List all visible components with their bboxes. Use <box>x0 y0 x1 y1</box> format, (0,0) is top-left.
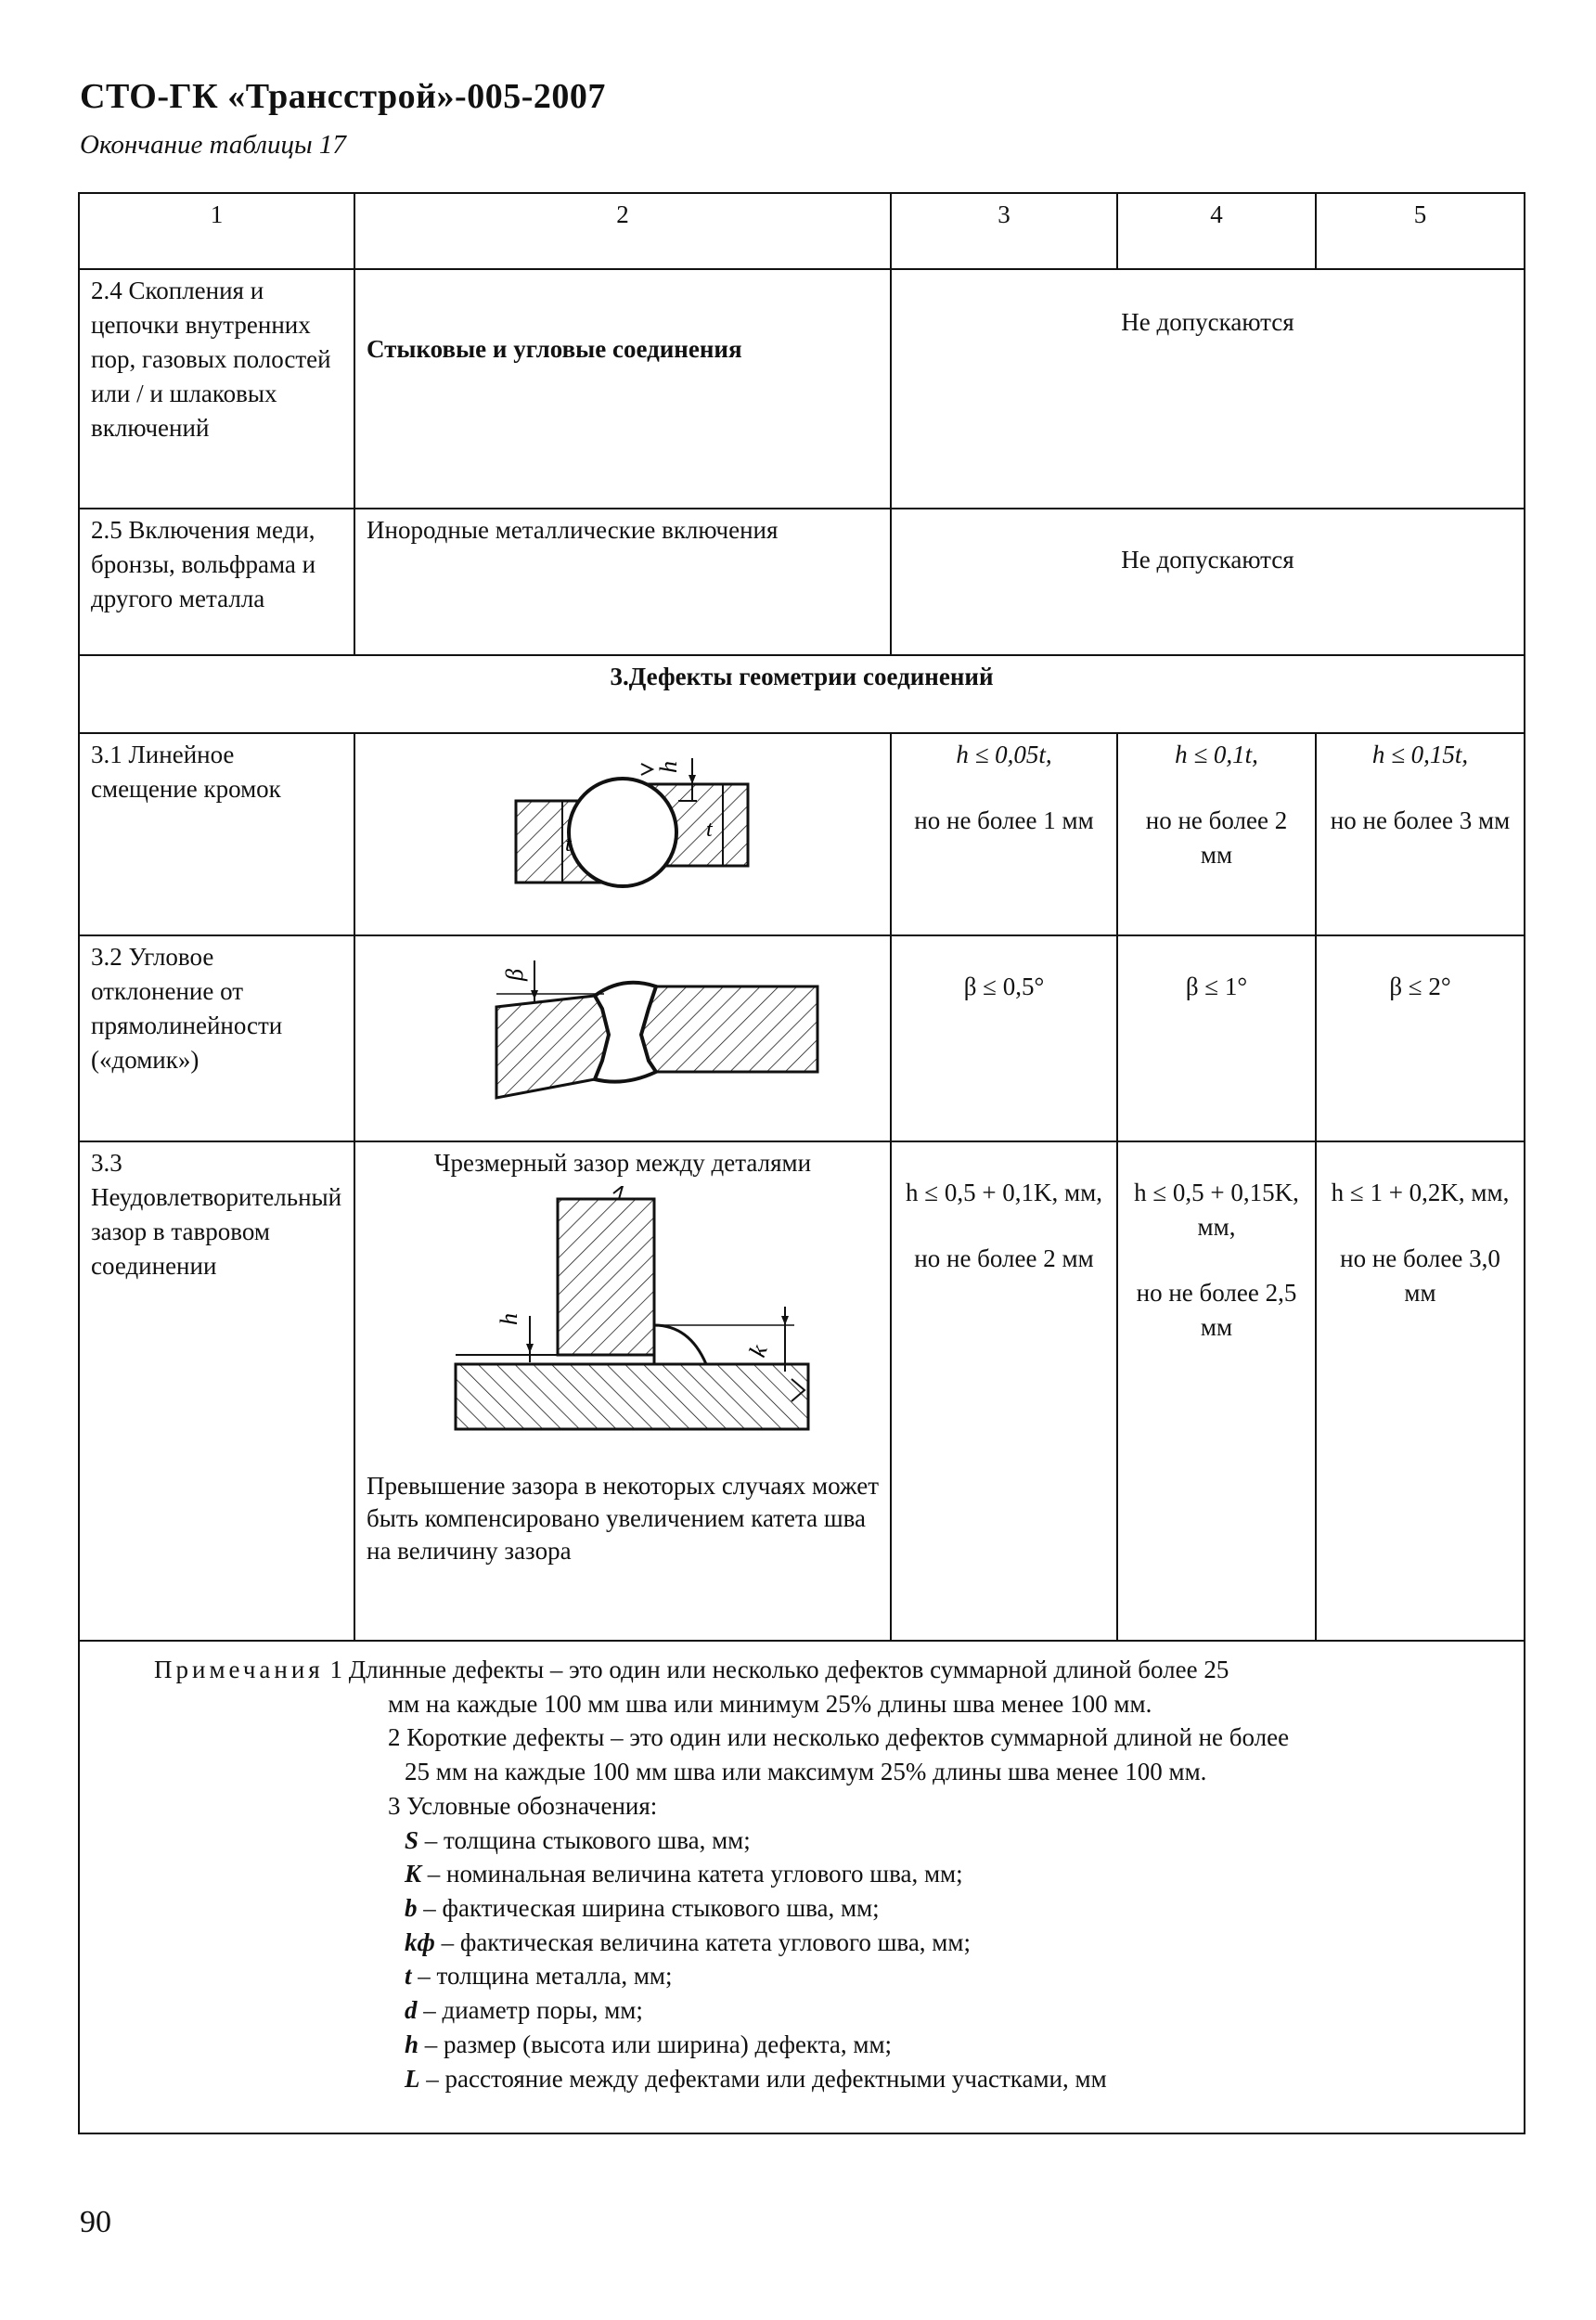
figure-label-h: h <box>655 761 682 773</box>
symbol-item: t – толщина металла, мм; <box>405 1962 673 1991</box>
formula: h ≤ 0,15t, <box>1371 741 1469 768</box>
section-title: 3.Дефекты геометрии соединений <box>79 655 1525 733</box>
figure-label-h: h <box>496 1312 522 1325</box>
type-cell: Стыковые и угловые соединения <box>354 269 891 509</box>
tee-gap-figure <box>428 1186 817 1437</box>
header-row <box>79 193 1525 269</box>
col-header-5: 5 <box>1316 193 1525 269</box>
note-1-cont: мм на каждые 100 мм шва или минимум 25% длины шва менее 100 мм. <box>388 1689 1152 1718</box>
figure-label-k: k <box>743 1341 773 1361</box>
figure-label-t: t <box>565 832 572 857</box>
table-row <box>79 269 1525 509</box>
criteria-cell <box>1117 733 1316 935</box>
page-number: 90 <box>80 2205 111 2239</box>
symbol-item: S – толщина стыкового шва, мм; <box>405 1825 751 1854</box>
table-row <box>79 935 1525 1141</box>
symbol-item: kф – фактическая величина катета углового шва, мм; <box>405 1927 971 1956</box>
figure-cell <box>354 935 891 1141</box>
col-header-1: 1 <box>79 193 354 269</box>
defect-cell: 2.5 Включения меди, бронзы, вольфрама и другого металла <box>79 509 354 655</box>
angular-deviation-figure <box>418 942 827 1128</box>
limit: но не более 3,0 мм <box>1340 1244 1500 1307</box>
notes-cell <box>79 1641 1525 2133</box>
note-3: 3 Условные обозначения: <box>388 1791 658 1820</box>
limit: но не более 2 мм <box>914 1244 1094 1272</box>
notes-row <box>79 1641 1525 2133</box>
formula: h ≤ 0,1t, <box>1175 741 1258 768</box>
table-caption: Окончание таблицы 17 <box>80 130 346 160</box>
notes-title: Примечания <box>154 1656 324 1683</box>
criteria-cell: Не допускаются <box>891 509 1525 655</box>
edge-offset-figure <box>428 740 817 925</box>
criteria-cell: β ≤ 0,5° <box>891 935 1117 1141</box>
symbol-item: K – номинальная величина катета углового шва, мм; <box>405 1860 963 1888</box>
figure-label-t: t <box>706 818 713 842</box>
symbol-item: b – фактическая ширина стыкового шва, мм; <box>405 1894 880 1923</box>
note-1 <box>154 1653 1505 1687</box>
note-2-cont: 25 мм на каждые 100 мм шва или максимум 25% длины шва менее 100 мм. <box>405 1758 1207 1786</box>
col-header-4: 4 <box>1117 193 1316 269</box>
defect-cell: 3.1 Линейное смещение кромок <box>79 733 354 935</box>
criteria-cell: β ≤ 2° <box>1316 935 1525 1141</box>
section-row <box>79 655 1525 733</box>
criteria-cell <box>1316 1141 1525 1641</box>
figure-label-beta: β <box>501 969 528 981</box>
col-header-3: 3 <box>891 193 1117 269</box>
limit: но не более 2 мм <box>1145 806 1288 869</box>
criteria-cell: Не допускаются <box>891 269 1525 509</box>
limit: но не более 3 мм <box>1330 806 1511 834</box>
table-row <box>79 509 1525 655</box>
defect-cell: 2.4 Скопления и цепочки внутренних пор, газовых полостей или / и шлаковых включений <box>79 269 354 509</box>
document-code: СТО-ГК «Трансстрой»-005-2007 <box>80 77 606 116</box>
symbol-item: h – размер (высота или ширина) дефекта, мм; <box>405 2030 893 2058</box>
figure-cell <box>354 733 891 935</box>
formula: h ≤ 0,5 + 0,1K, мм, <box>906 1179 1102 1206</box>
criteria-cell <box>1316 733 1525 935</box>
limit: но не более 1 мм <box>914 806 1094 834</box>
defect-cell: 3.3 Неудовлетворительный зазор в тавровом соединении <box>79 1141 354 1641</box>
table-row <box>79 1141 1525 1641</box>
criteria-cell <box>891 733 1117 935</box>
criteria-cell <box>1117 1141 1316 1641</box>
formula: h ≤ 1 + 0,2K, мм, <box>1331 1179 1510 1206</box>
criteria-cell <box>891 1141 1117 1641</box>
col-header-2: 2 <box>354 193 891 269</box>
type-label: Чрезмерный зазор между деталями <box>433 1149 812 1177</box>
table-row <box>79 733 1525 935</box>
defect-cell: 3.2 Угловое отклонение от прямолинейности («домик») <box>79 935 354 1141</box>
formula: h ≤ 0,5 + 0,15K, мм, <box>1134 1179 1299 1241</box>
formula: h ≤ 0,05t, <box>956 741 1052 768</box>
symbol-item: L – расстояние между дефектами или дефектными участками, мм <box>405 2064 1107 2093</box>
defects-table <box>78 192 1525 2134</box>
type-cell: Инородные металлические включения <box>354 509 891 655</box>
compensation-note: Превышение зазора в некоторых случаях может быть компенсировано увеличением катета шва на величину зазора <box>367 1471 880 1566</box>
symbol-item: d – диаметр поры, мм; <box>405 1996 643 2025</box>
figure-cell <box>354 1141 891 1641</box>
limit: но не более 2,5 мм <box>1136 1278 1297 1341</box>
note-2: 2 Короткие дефекты – это один или несколько дефектов суммарной длиной не более <box>388 1723 1290 1752</box>
criteria-cell: β ≤ 1° <box>1117 935 1316 1141</box>
note-text: 1 Длинные дефекты – это один или несколько дефектов суммарной длиной более 25 <box>329 1656 1229 1683</box>
